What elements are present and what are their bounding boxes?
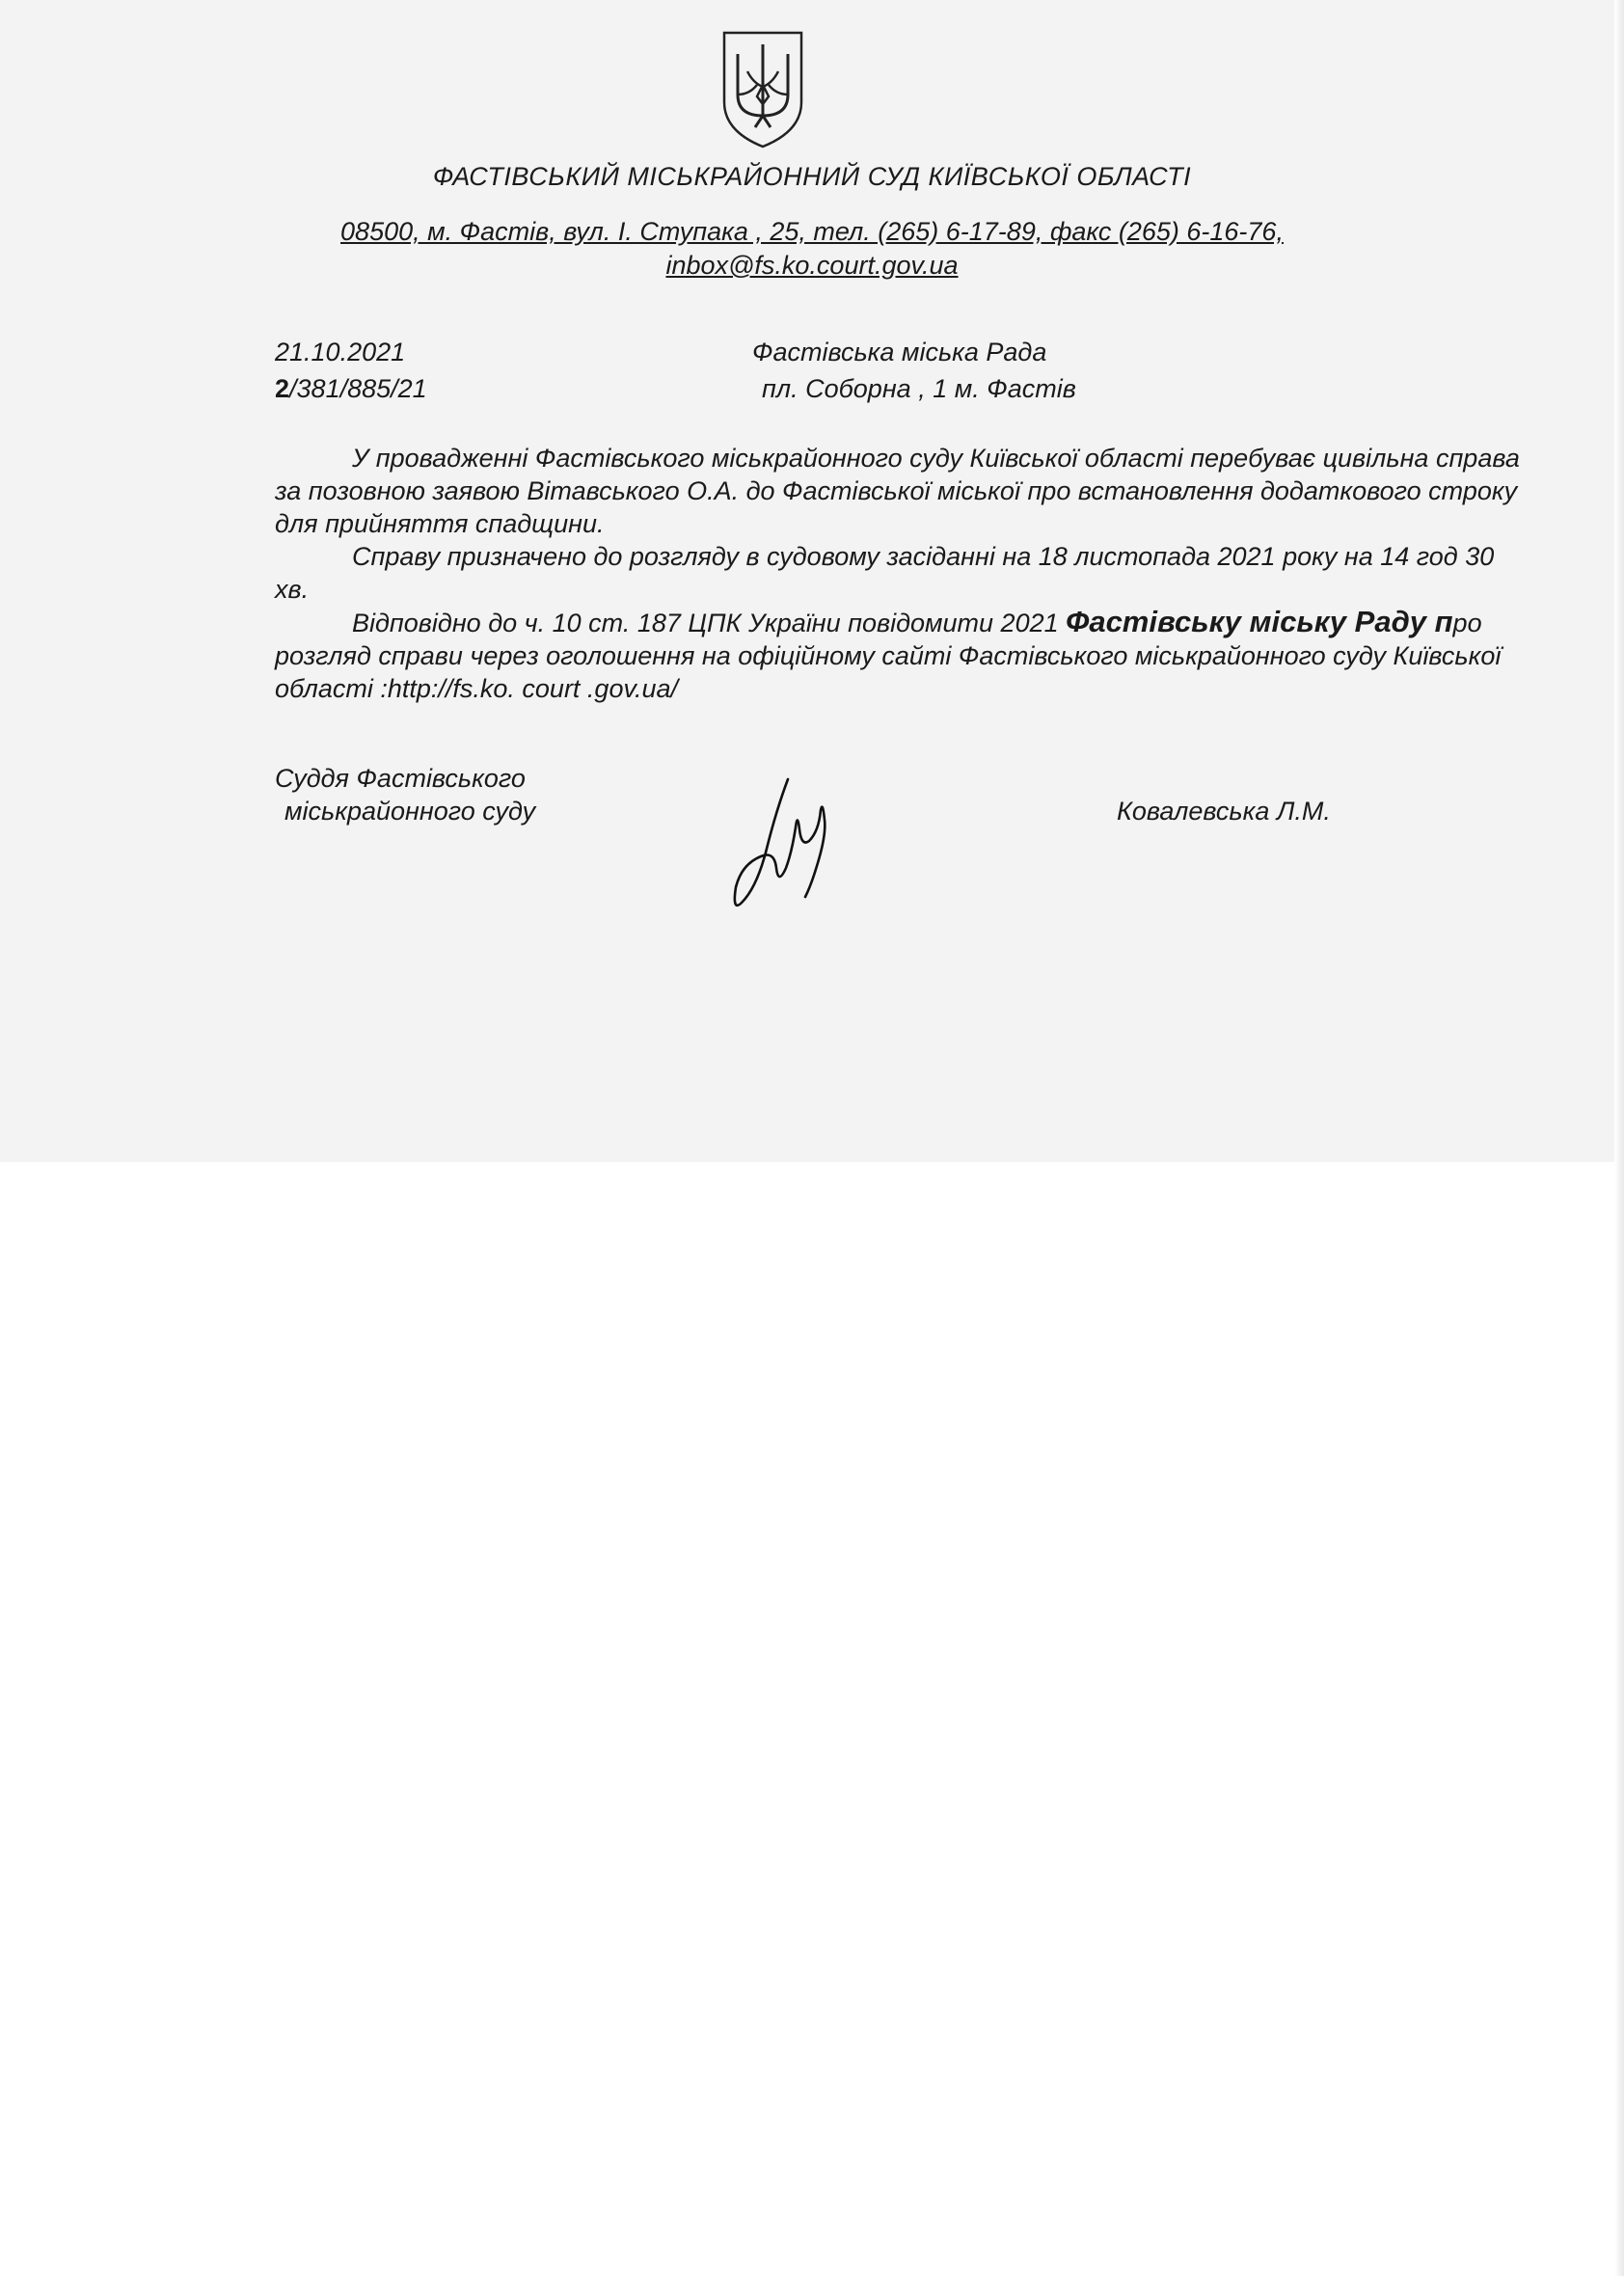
recipient-address: пл. Соборна , 1 м. Фастів [762, 374, 1076, 403]
notification-end: ро розгляд справи через оголошення на офіційному сайті Фастівського міськрайонного суду Київської області :http://fs.ko. court .gov.ua/ [275, 609, 1502, 703]
letter-date: 21.10.2021 [275, 338, 406, 366]
registration-prefix: 2 [275, 374, 290, 403]
judge-role-line2: міськрайонного суду [284, 797, 536, 826]
letter-body [275, 442, 1533, 705]
handwritten-signature [728, 772, 844, 914]
notification-start: Відповідно до ч. 10 ст. 187 ЦПК України повідомити 2021 [352, 609, 1067, 637]
registration-number [275, 374, 427, 404]
coat-of-arms-icon [718, 27, 807, 150]
judge-name: Ковалевська Л.М. [1117, 797, 1331, 826]
court-address: 08500, м. Фастів, вул. І. Ступака , 25, тел. (265) 6-17-89, факс (265) 6-16-76, [340, 217, 1284, 246]
notification-recipient: Фастівську міську Раду п [1066, 605, 1453, 638]
judge-role-line1: Суддя Фастівського [275, 764, 526, 793]
court-name: ФАСТІВСЬКИЙ МІСЬКРАЙОННИЙ СУД КИЇВСЬКОЇ ОБЛАСТІ [432, 162, 1192, 191]
paragraph-notification [275, 606, 1533, 705]
recipient-name: Фастівська міська Рада [752, 338, 1047, 366]
scan-edge [1614, 0, 1624, 2276]
paragraph-proceedings: У провадженні Фастівського міськрайонного суду Київської області перебуває цивільна справа за позовною заявою Вітавського О.А. до Фастівської міської про встановлення додаткового строку для прийняття спадщини. [275, 444, 1520, 538]
court-email-link[interactable]: inbox@fs.ko.court.gov.ua [665, 251, 959, 280]
registration-rest: /381/885/21 [289, 374, 427, 403]
court-email-line [0, 251, 1624, 281]
paragraph-hearing: Справу призначено до розгляду в судовому засіданні на 18 листопада 2021 року на 14 год 30 хв. [275, 542, 1495, 604]
